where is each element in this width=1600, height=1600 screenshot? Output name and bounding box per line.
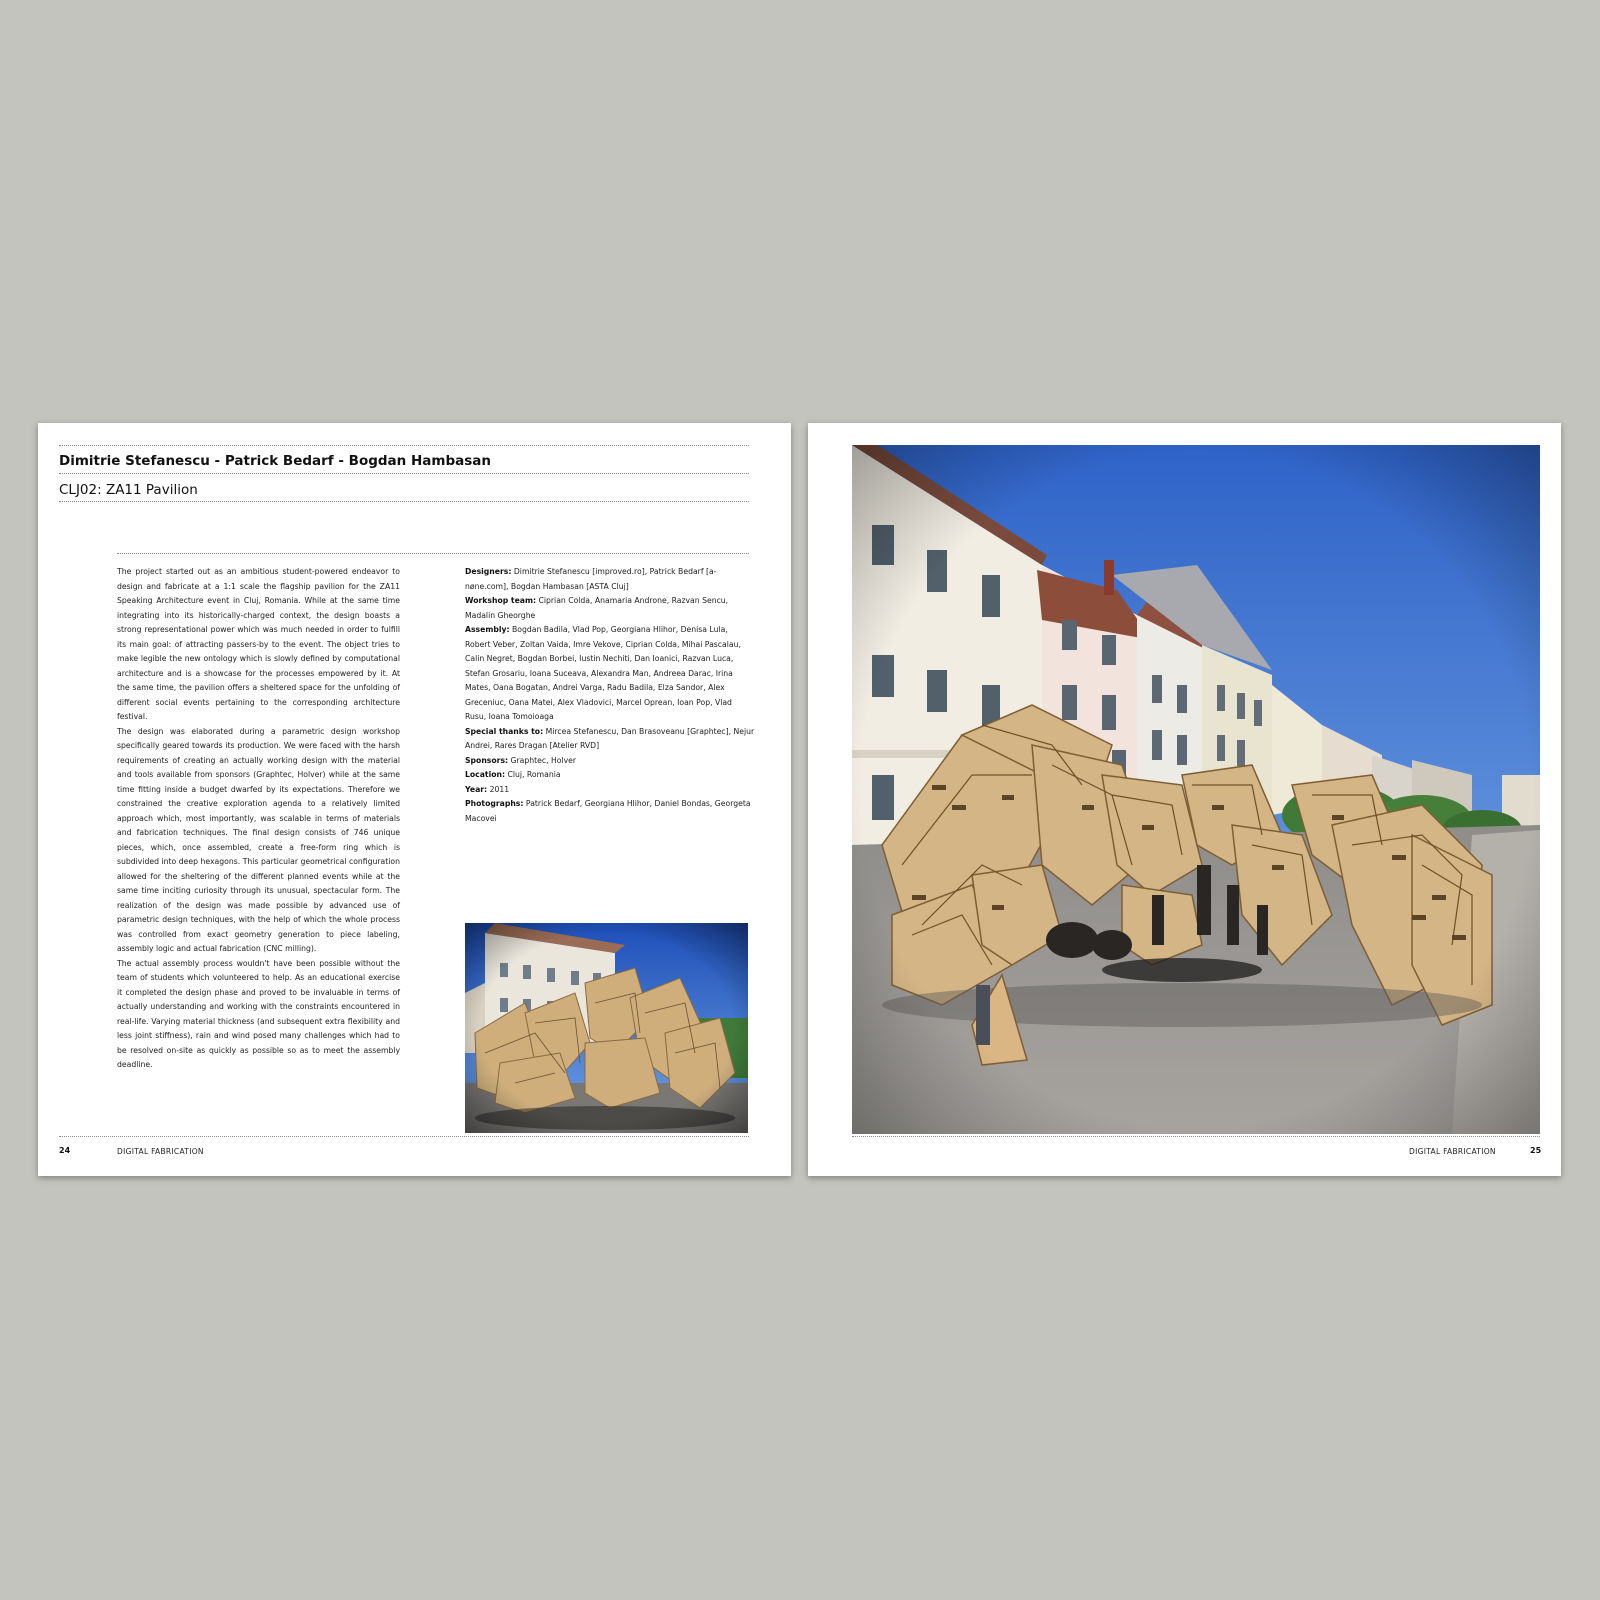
top-rule: [59, 445, 749, 446]
credit-label: Designers:: [465, 567, 512, 576]
credit-label: Sponsors:: [465, 755, 509, 765]
section-label: DIGITAL FABRICATION: [117, 1147, 204, 1156]
credit-value: Patrick Bedarf, Georgiana Hlihor, Daniel Bondas, Georgeta Macovei: [465, 799, 751, 823]
credit-label: Location:: [465, 770, 506, 779]
credit-value: Graphtec, Holver: [510, 755, 577, 765]
description-paragraph: The actual assembly process wouldn't have been possible without the team of students which volunteered to help. As an educational exercise it completed the design phase and proved to be invaluable in terms of actually understanding and working with the constraints encountered in real-life. Varying material thickness (and subsequent extra flexibility and less joint stiffness), rain and wind posed many challenges which had to be resolved on-site as quickly as possible so as to meet the assembly deadline.: [117, 958, 400, 1069]
credit-value: 2011: [489, 784, 510, 794]
heading-rule: [59, 473, 749, 474]
credit-designers: [465, 565, 755, 594]
credit-label: Assembly:: [465, 625, 510, 634]
right-page: [808, 423, 1561, 1176]
credit-photographs: [465, 797, 755, 826]
credit-label: Photographs:: [465, 799, 524, 808]
credit-value: Cluj, Romania: [507, 770, 561, 779]
description-paragraph: The design was elaborated during a parametric design workshop specifically geared towards its production. We were faced with the harsh requirements of creating an actually working design with the material and tools available from sponsors (Graphtec, Holver) while at the same time fitting inside a budget dwarfed by its expectations. Therefore we constrained the creative exploration agenda to a relatively limited approach which, most importantly, was scalable in terms of materials and fabrication techniques. The final design consists of 746 unique pieces, which, once assembled, create a free-form ring which is subdivided into deep hexagons. This particular geometrical configuration allowed for the sheltering of the different planned events while at the same time inciting curiosity through its unusual, spectacular form. The realization of the design was made possible by advanced use of parametric design techniques, with the help of which the whole process was controlled from exact geometry generation to piece labeling, assembly logic and actual fabrication (CNC milling).: [117, 726, 400, 953]
description-paragraph: The project started out as an ambitious student-powered endeavor to design and fabricate at a 1:1 scale the flagship pavilion for the ZA11 Speaking Architecture event in Cluj, Romania. While at the same time integrating into its historically-charged context, the design boasts a strong representational power which was much needed in order to fulfill its main goal: of attracting passers-by to the event. The object tries to make legible the new ontology which is slowly defined by computational architecture and is a showcase for the processes empowered by it. At the same time, the pavilion offers a sheltered space for the unfolding of different social events pertaining to the corresponding architecture festival.: [117, 567, 400, 721]
project-title: CLJ02: ZA11 Pavilion: [59, 482, 198, 498]
footer-rule: [852, 1136, 1540, 1137]
content-rule: [117, 553, 749, 554]
credit-value: Dimitrie Stefanescu [improved.ro], Patrick Bedarf [a-nøne.com], Bogdan Hambasan [ASTA Cluj]: [465, 567, 717, 591]
credit-label: Workshop team:: [465, 596, 537, 605]
credit-year: [465, 783, 755, 798]
pavilion-photo-small: [465, 923, 748, 1133]
credit-value: Mircea Stefanescu, Dan Brasoveanu [Graphtec], Nejur Andrei, Rares Dragan [Atelier RVD]: [465, 726, 755, 750]
footer-rule: [59, 1136, 749, 1137]
credits-block: [465, 565, 755, 826]
pavilion-photo-small-image: [465, 923, 748, 1133]
credit-label: Year:: [465, 784, 488, 794]
project-description: [117, 565, 400, 1073]
credit-location: [465, 768, 755, 783]
page-number: 25: [1530, 1146, 1542, 1155]
credit-sponsors: [465, 754, 755, 769]
title-rule: [59, 501, 749, 502]
credit-thanks: [465, 725, 755, 754]
credit-workshop: [465, 594, 755, 623]
credit-value: Bogdan Badila, Vlad Pop, Georgiana Hlihor, Denisa Lula, Robert Veber, Zoltan Vaida, Imre Vekove, Ciprian Colda, Mihai Pascalau, Calin Negret, Bogdan Borbei, Iustin Nechiti, Dan Ioanici, Razvan Luca, Stefan Grosariu, Ioana Suceava, Alexandra Man, Andreea Darac, Irina Mates, Oana Bogatan, Andrei Varga, Radu Badila, Elza Sandor, Alex Greceniuc, Oana Matei, Alex Vladovici, Marcel Oprean, Ioan Pop, Vlad Rusu, Ioana Tomoioaga: [465, 625, 741, 721]
credit-assembly: [465, 623, 755, 725]
authors-heading: Dimitrie Stefanescu - Patrick Bedarf - Bogdan Hambasan: [59, 453, 491, 469]
credit-value: Ciprian Colda, Anamaria Androne, Razvan Sencu, Madalin Gheorghe: [465, 596, 729, 620]
left-page: [38, 423, 791, 1176]
pavilion-photo-large-image: [852, 445, 1540, 1134]
section-label: DIGITAL FABRICATION: [1409, 1147, 1496, 1156]
credit-label: Special thanks to:: [465, 726, 544, 736]
pavilion-photo-large: [852, 445, 1540, 1134]
page-number: 24: [59, 1146, 71, 1155]
